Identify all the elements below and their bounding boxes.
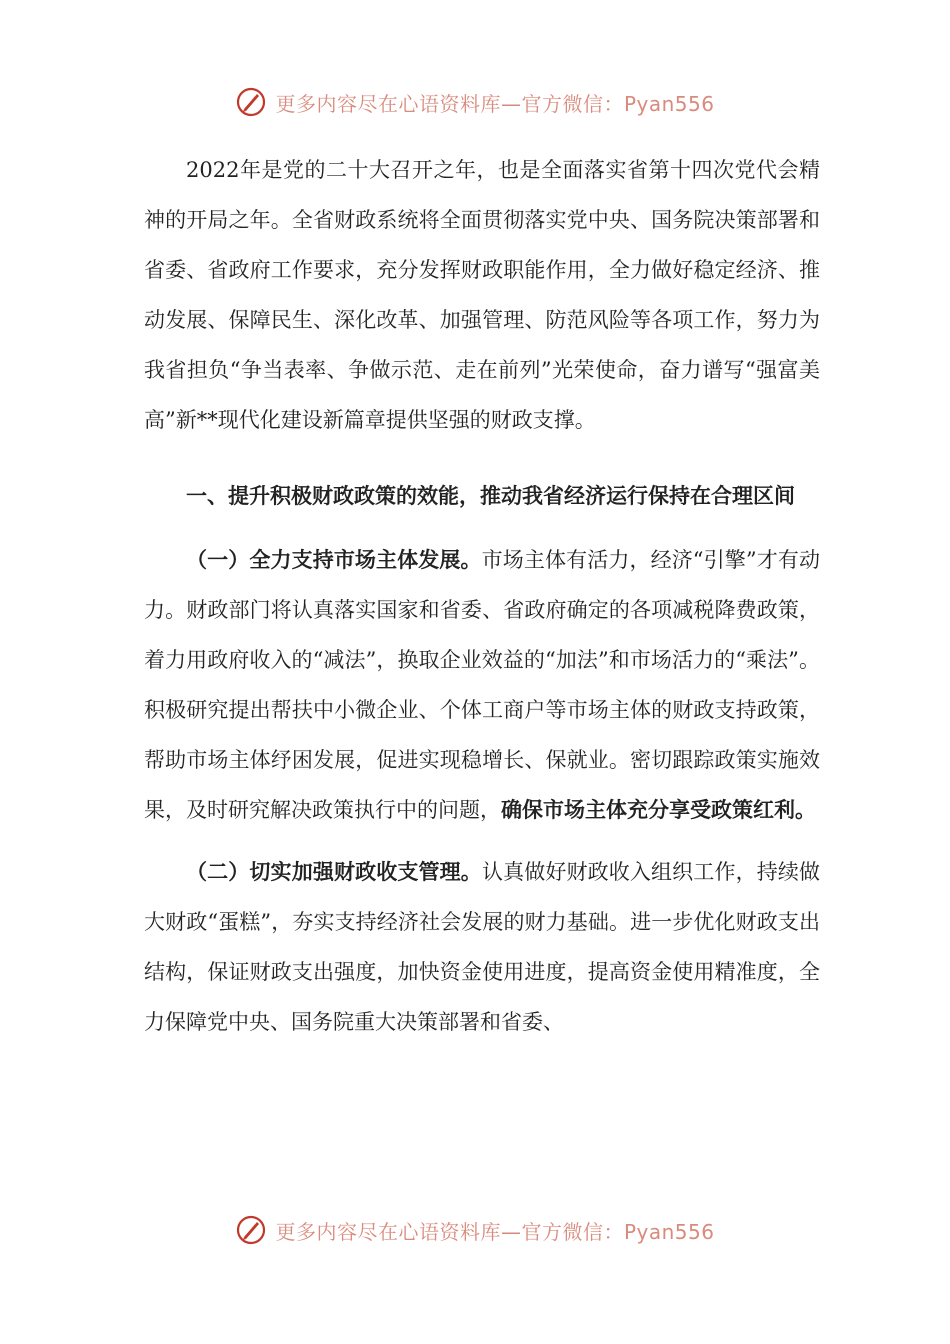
watermark-text: 更多内容尽在心语资料库—官方微信：Pyan556	[275, 1219, 715, 1244]
paragraph-1-text: 市场主体有活力，经济“引擎”才有动力。财政部门将认真落实国家和省委、省政府确定的各项减税降费政策，着力用政府收入的“减法”，换取企业效益的“加法”和市场活力的“乘法”。积极研究提出帮扶中小微企业、个体工商户等市场主体的财政支持政策，帮助市场主体纾困发展，促进实现稳增长、保就业。密切跟踪政策实施效果，及时研究解决政策执行中的问题，	[144, 548, 820, 822]
section-heading-1: 一、提升积极财政政策的效能，推动我省经济运行保持在合理区间	[186, 484, 795, 508]
quill-logo-icon	[235, 1214, 267, 1246]
paragraph-1	[144, 535, 820, 835]
paragraph-1-lead: （一）全力支持市场主体发展。	[186, 548, 482, 572]
intro-paragraph: 2022年是党的二十大召开之年，也是全面落实省第十四次党代会精神的开局之年。全省财政系统将全面贯彻落实党中央、国务院决策部署和省委、省政府工作要求，充分发挥财政职能作用，全力做好稳定经济、推动发展、保障民生、深化改革、加强管理、防范风险等各项工作，努力为我省担负“争当表率、争做示范、走在前列”光荣使命，奋力谱写“强富美高”新**现代化建设新篇章提供坚强的财政支撑。	[144, 158, 820, 432]
watermark-text: 更多内容尽在心语资料库—官方微信：Pyan556	[275, 91, 715, 116]
paragraph-2-lead: （二）切实加强财政收支管理。	[186, 860, 482, 884]
watermark-banner-bottom	[0, 1210, 950, 1250]
quill-logo-icon	[235, 86, 267, 118]
paragraph-2-text: 认真做好财政收入组织工作，持续做大财政“蛋糕”，夯实支持经济社会发展的财力基础。进一步优化财政支出结构，保证财政支出强度，加快资金使用进度，提高资金使用精准度，全力保障党中央、国务院重大决策部署和省委、	[144, 860, 821, 1034]
watermark-banner-top	[0, 82, 950, 122]
paragraph-1-emphasis: 确保市场主体充分享受政策红利。	[501, 798, 816, 822]
paragraph-2	[144, 847, 820, 1047]
document-body	[144, 145, 820, 1047]
